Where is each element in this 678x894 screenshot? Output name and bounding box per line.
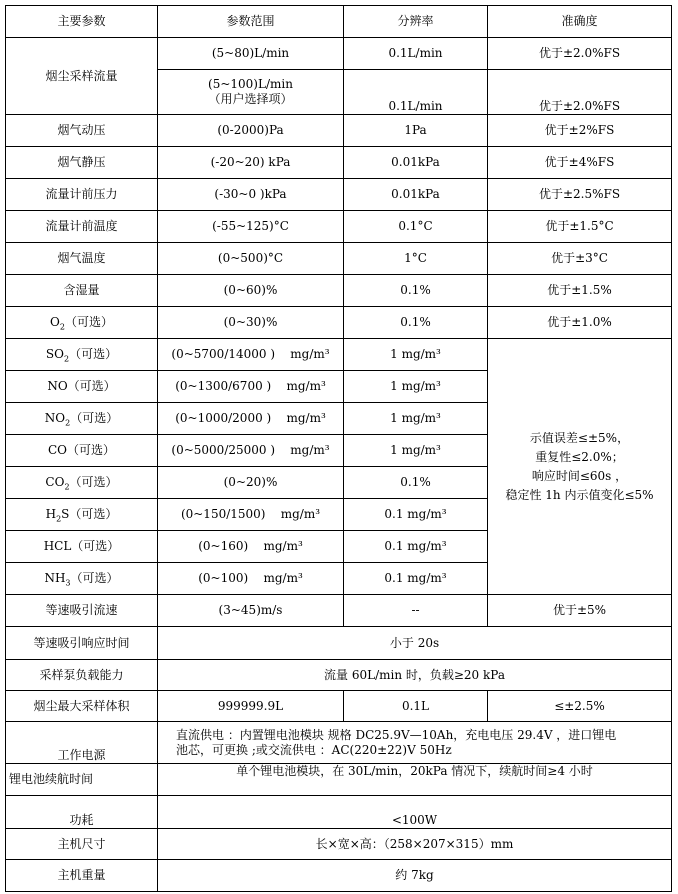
resolution-value: 1 mg/m³ (344, 339, 488, 371)
range-value: (0~5700/14000 ) mg/m³ (158, 339, 344, 371)
accuracy-value: 优于±1.0% (488, 307, 672, 339)
range-value: (-55~125)°C (158, 211, 344, 243)
param-label: $NH_3$（可选） (6, 563, 158, 595)
accuracy-value: 优于±2%FS (488, 115, 672, 147)
table-row (6, 147, 672, 179)
table-row (6, 660, 672, 691)
resolution-value: 1 mg/m³ (344, 371, 488, 403)
gas-accuracy-note: 示值误差≤±5%， 重复性≤2.0%； 响应时间≤60s ， 稳定性 1h 内示值变化≤5% (488, 339, 672, 595)
spec-table (5, 5, 672, 892)
param-label: 锂电池续航时间 (6, 764, 158, 796)
table-row (6, 829, 672, 860)
param-label: 工作电源 (6, 722, 158, 764)
param-label: $H_2S$（可选） (6, 499, 158, 531)
accuracy-value: 优于±1.5°C (488, 211, 672, 243)
range-line: （用户选择项） (208, 92, 293, 106)
accuracy-value: ≤±2.5% (488, 691, 672, 722)
accuracy-value: 优于±2.0%FS (488, 38, 672, 70)
range-value: (-20~20) kPa (158, 147, 344, 179)
range-value: (0~100) mg/m³ (158, 563, 344, 595)
range-value: (0~20)% (158, 467, 344, 499)
resolution-value: 0.1% (344, 467, 488, 499)
param-label: NO（可选） (6, 371, 158, 403)
accuracy-value: 优于±2.5%FS (488, 179, 672, 211)
table-row (6, 339, 672, 371)
range-value: (-30~0 )kPa (158, 179, 344, 211)
header-accuracy: 准确度 (488, 6, 672, 38)
param-label: $SO_2$（可选） (6, 339, 158, 371)
resolution-value: 0.1% (344, 307, 488, 339)
resolution-value: 1°C (344, 243, 488, 275)
header-range: 参数范围 (158, 6, 344, 38)
accuracy-value: 优于±1.5% (488, 275, 672, 307)
table-row (6, 860, 672, 892)
table-row (6, 38, 672, 70)
accuracy-value: 优于±2.0%FS (488, 70, 672, 115)
table-row (6, 691, 672, 722)
param-label: 流量计前温度 (6, 211, 158, 243)
header-resolution: 分辨率 (344, 6, 488, 38)
range-value: (5~80)L/min (158, 38, 344, 70)
table-row (6, 275, 672, 307)
resolution-value: 0.1 mg/m³ (344, 531, 488, 563)
resolution-value: 0.1 mg/m³ (344, 563, 488, 595)
resolution-value: 0.01kPa (344, 179, 488, 211)
table-row (6, 627, 672, 660)
table-row (6, 115, 672, 147)
resolution-value: 1 mg/m³ (344, 435, 488, 467)
range-value: (0~1000/2000 ) mg/m³ (158, 403, 344, 435)
param-label: 主机重量 (6, 860, 158, 892)
range-value: (0~1300/6700 ) mg/m³ (158, 371, 344, 403)
param-label: $O_2$（可选） (6, 307, 158, 339)
param-label: 烟气静压 (6, 147, 158, 179)
resolution-value: 0.1L/min (344, 38, 488, 70)
table-row (6, 796, 672, 829)
range-value: (3~45)m/s (158, 595, 344, 627)
param-label: 烟尘最大采样体积 (6, 691, 158, 722)
resolution-value: -- (344, 595, 488, 627)
header-param: 主要参数 (6, 6, 158, 38)
accuracy-value: 优于±5% (488, 595, 672, 627)
param-label: 功耗 (6, 796, 158, 829)
header-row (6, 6, 672, 38)
param-label: 主机尺寸 (6, 829, 158, 860)
range-value: (0~160) mg/m³ (158, 531, 344, 563)
range-value: (0~500)°C (158, 243, 344, 275)
resolution-value: 0.1L (344, 691, 488, 722)
table-row (6, 211, 672, 243)
param-label: HCL（可选） (6, 531, 158, 563)
table-row (6, 722, 672, 764)
param-label: 烟气温度 (6, 243, 158, 275)
merged-value: 单个锂电池模块，在 30L/min，20kPa 情况下，续航时间≥4 小时 (158, 764, 672, 796)
merged-value: 小于 20s (158, 627, 672, 660)
merged-value: 流量 60L/min 时，负载≥20 kPa (158, 660, 672, 691)
range-value: 999999.9L (158, 691, 344, 722)
param-label: 等速吸引响应时间 (6, 627, 158, 660)
resolution-value: 1 mg/m³ (344, 403, 488, 435)
merged-value: 约 7kg (158, 860, 672, 892)
table-row (6, 307, 672, 339)
param-label: $CO_2$（可选） (6, 467, 158, 499)
param-label: 含湿量 (6, 275, 158, 307)
range-value: (0~5000/25000 ) mg/m³ (158, 435, 344, 467)
range-value: (0-2000)Pa (158, 115, 344, 147)
merged-value: 长×宽×高：（258×207×315）mm (158, 829, 672, 860)
resolution-value: 0.1°C (344, 211, 488, 243)
range-value: (0~60)% (158, 275, 344, 307)
param-label: 等速吸引流速 (6, 595, 158, 627)
table-row (6, 764, 672, 796)
resolution-value: 1Pa (344, 115, 488, 147)
resolution-value: 0.1% (344, 275, 488, 307)
range-value (158, 70, 344, 115)
param-label: CO（可选） (6, 435, 158, 467)
range-line: (5~100)L/min (208, 77, 293, 91)
accuracy-value: 优于±3°C (488, 243, 672, 275)
table-row (6, 595, 672, 627)
param-label: 采样泵负载能力 (6, 660, 158, 691)
merged-value: 直流供电 ：内置锂电池模块 规格 DC25.9V—10Ah，充电电压 29.4V ，进口锂电 池芯，可更换 ;或交流供电 ：AC(220±22)V 50Hz (158, 722, 672, 764)
range-value: (0~150/1500) mg/m³ (158, 499, 344, 531)
range-value: (0~30)% (158, 307, 344, 339)
param-label: 流量计前压力 (6, 179, 158, 211)
param-label: $NO_2$（可选） (6, 403, 158, 435)
param-label: 烟气动压 (6, 115, 158, 147)
merged-value: <100W (158, 796, 672, 829)
resolution-value: 0.1 mg/m³ (344, 499, 488, 531)
resolution-value: 0.01kPa (344, 147, 488, 179)
table-row (6, 243, 672, 275)
param-label: 烟尘采样流量 (6, 38, 158, 115)
accuracy-value: 优于±4%FS (488, 147, 672, 179)
resolution-value: 0.1L/min (344, 70, 488, 115)
table-row (6, 179, 672, 211)
